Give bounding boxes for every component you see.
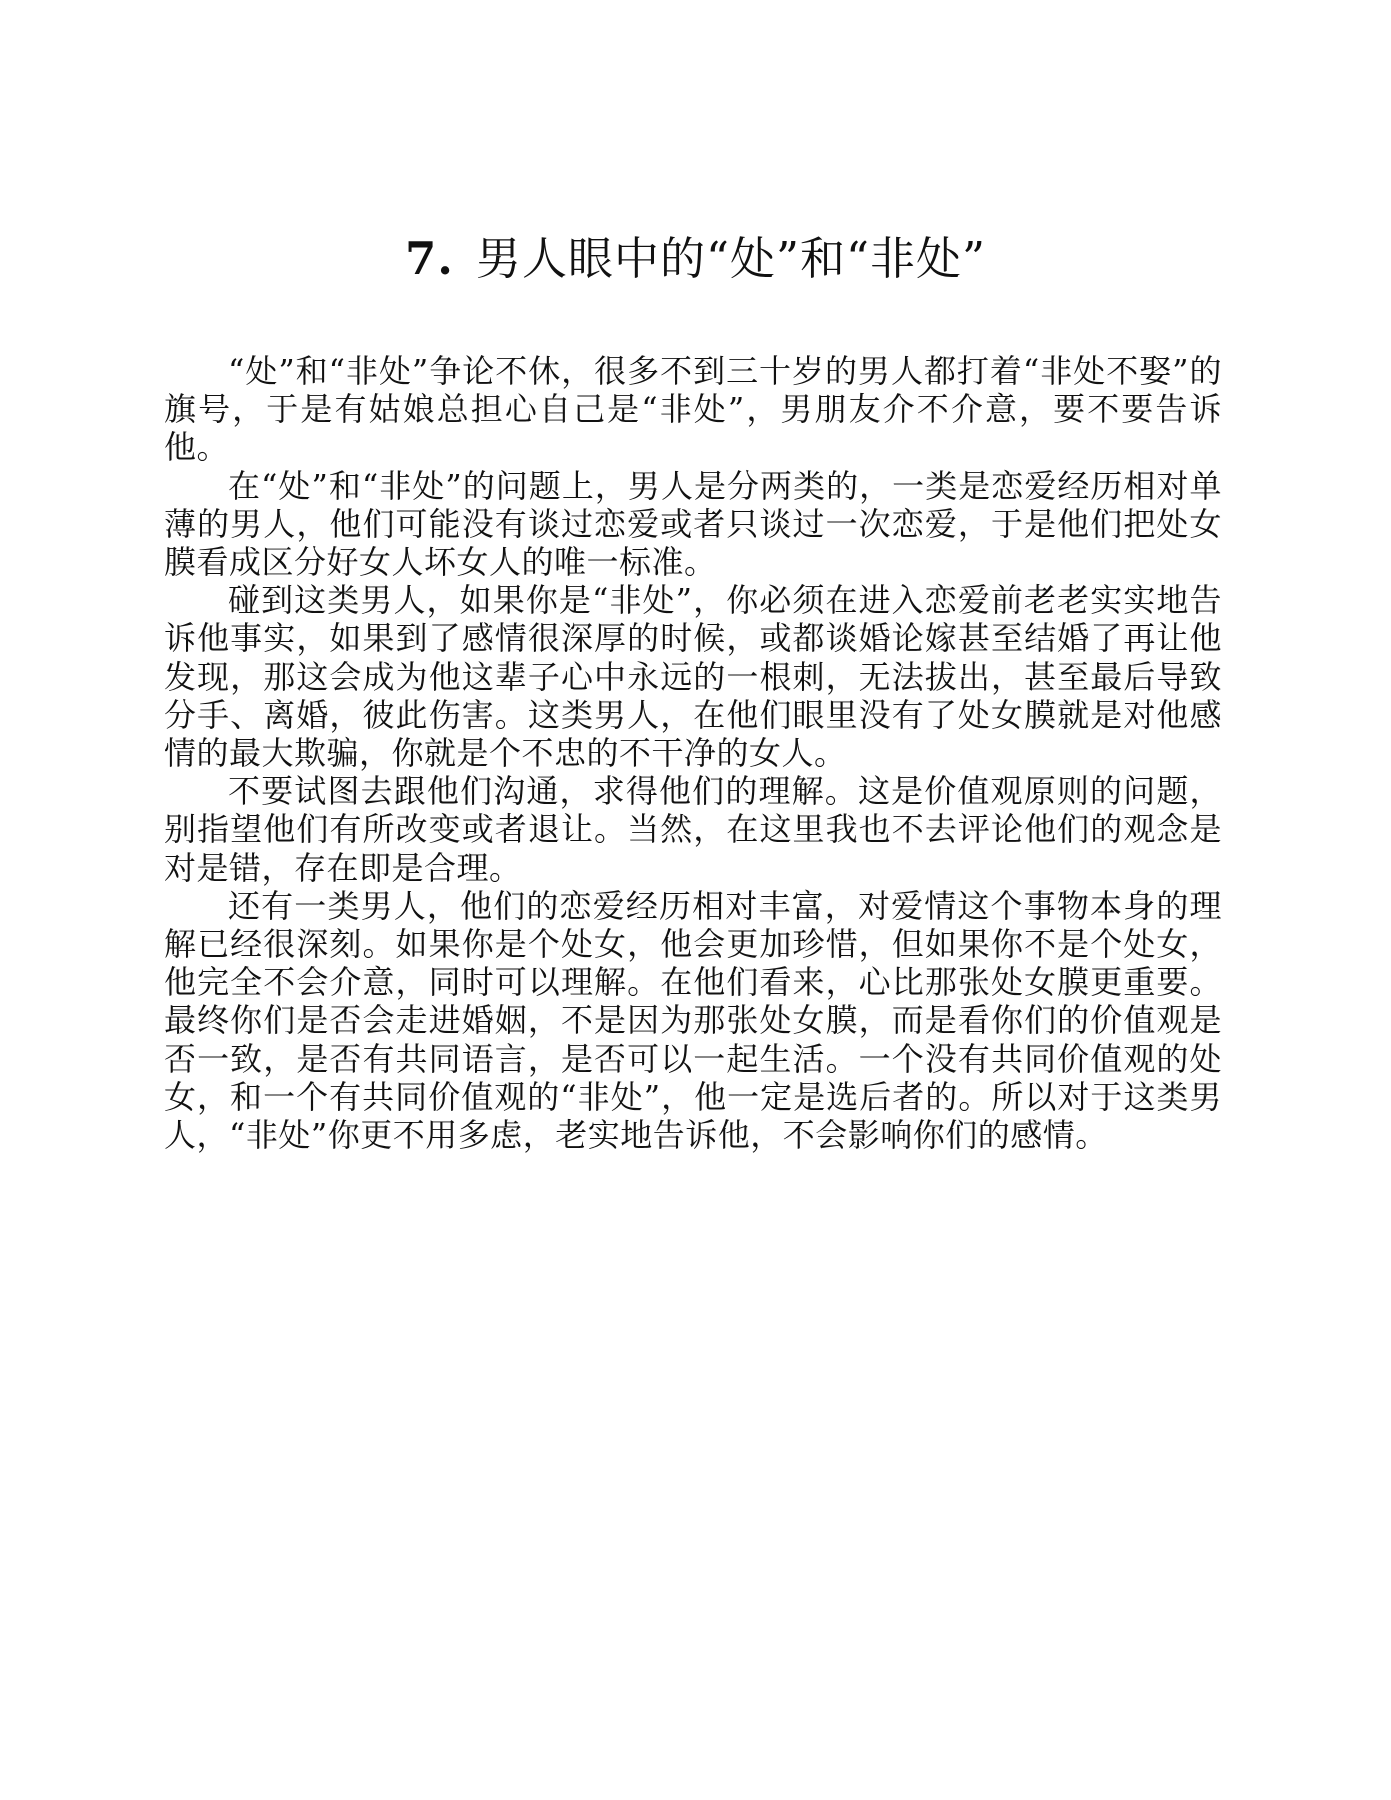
paragraph-1: “处”和“非处”争论不休，很多不到三十岁的男人都打着“非处不娶”的旗号，于是有姑娘总担心自己是“非处”，男朋友介不介意，要不要告诉他。 [164,352,1222,467]
paragraph-2: 在“处”和“非处”的问题上，男人是分两类的，一类是恋爱经历相对单薄的男人，他们可能没有谈过恋爱或者只谈过一次恋爱，于是他们把处女膜看成区分好女人坏女人的唯一标准。 [164,466,1222,582]
paragraph-4: 不要试图去跟他们沟通，求得他们的理解。这是价值观原则的问题，别指望他们有所改变或者退让。当然，在这里我也不去评论他们的观念是对是错，存在即是合理。 [164,772,1222,887]
chapter-number: 7. [404,232,454,285]
body-text [164,352,1222,1154]
chapter-title [0,228,1391,290]
paragraph-5: 还有一类男人，他们的恋爱经历相对丰富，对爱情这个事物本身的理解已经很深刻。如果你是个处女，他会更加珍惜，但如果你不是个处女，他完全不会介意，同时可以理解。在他们看来，心比那张处女膜更重要。最终你们是否会走进婚姻，不是因为那张处女膜，而是看你们的价值观是否一致，是否有共同语言，是否可以一起生活。一个没有共同价值观的处女，和一个有共同价值观的“非处”，他一定是选后者的。所以对于这类男人，“非处”你更不用多虑，老实地告诉他，不会影响你们的感情。 [164,886,1222,1155]
paragraph-3: 碰到这类男人，如果你是“非处”，你必须在进入恋爱前老老实实地告诉他事实，如果到了感情很深厚的时候，或都谈婚论嫁甚至结婚了再让他发现，那这会成为他这辈子心中永远的一根刺，无法拔出，甚至最后导致分手、离婚，彼此伤害。这类男人，在他们眼里没有了处女膜就是对他感情的最大欺骗，你就是个不忠的不干净的女人。 [164,581,1222,773]
chapter-title-text: 男人眼中的“处”和“非处” [475,232,986,285]
